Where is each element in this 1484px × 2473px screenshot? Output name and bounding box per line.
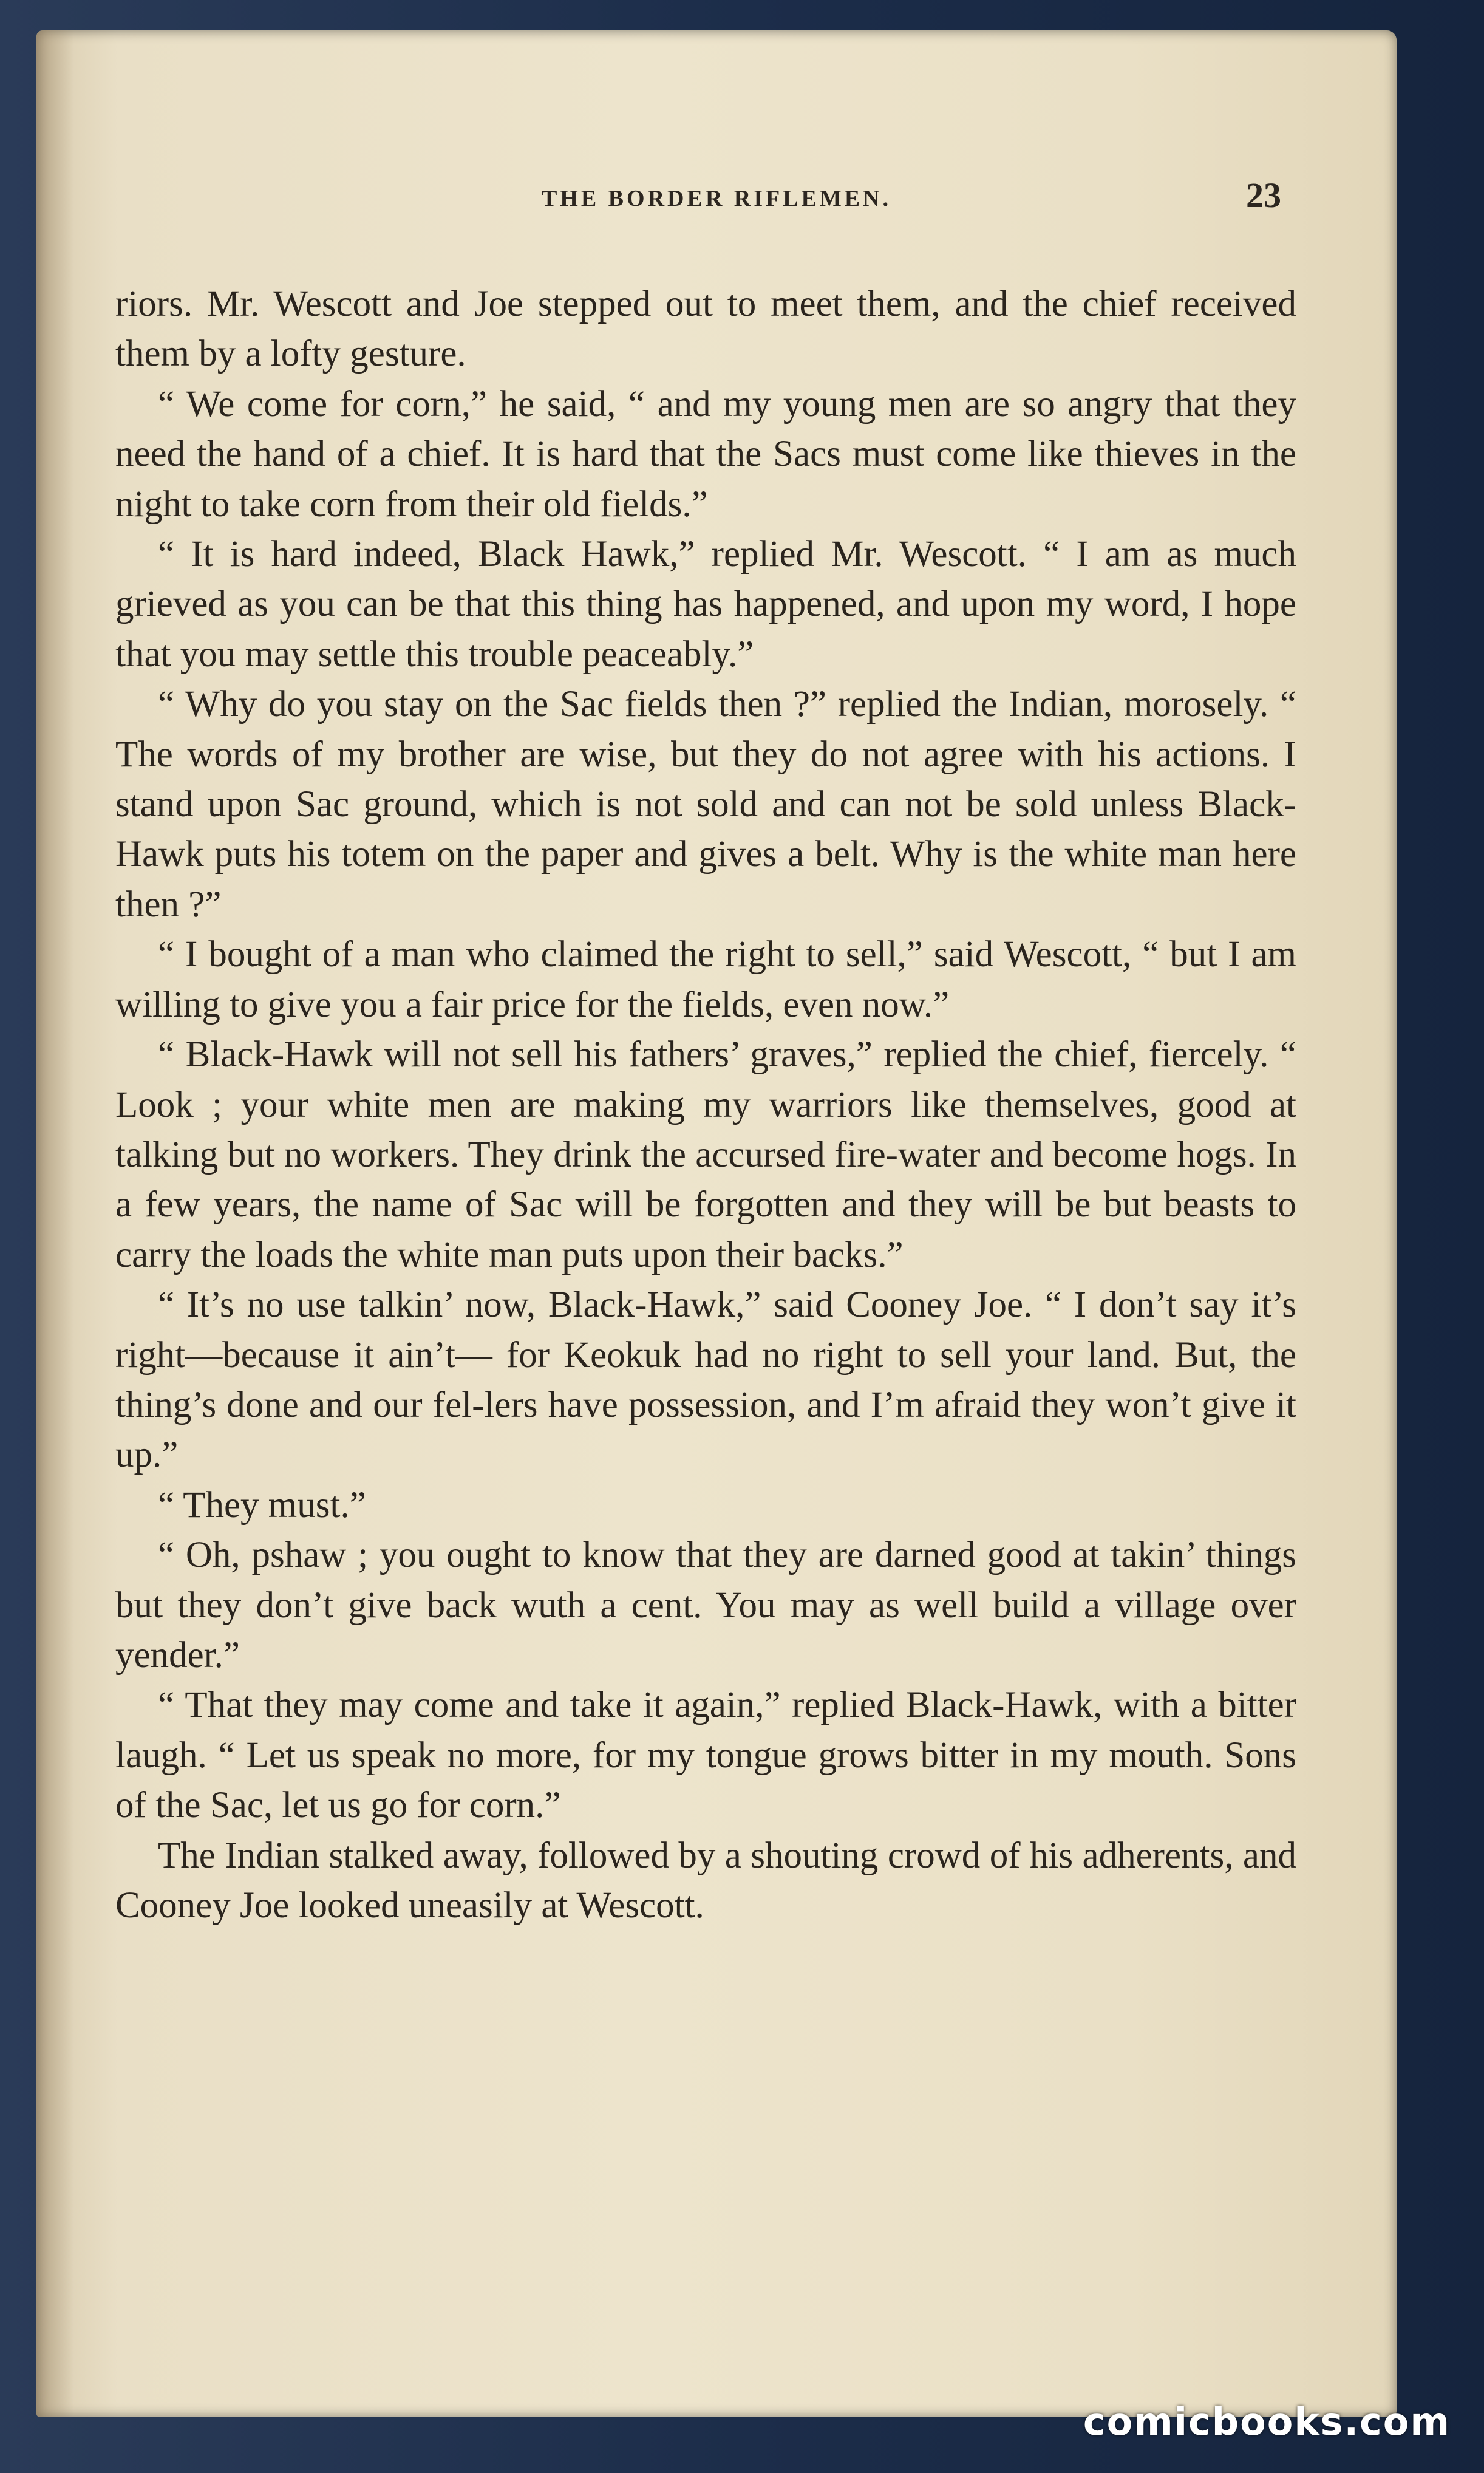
- paragraph: “ They must.”: [158, 1484, 366, 1526]
- paper-page: [36, 30, 1397, 2417]
- paragraph: “ We come for corn,” he said, “ and my young men are so angry that they need the hand of a chief. It is hard that the Sacs must come like thieves in the night to take corn from their old fields.”: [115, 383, 1296, 525]
- paragraph: “ I bought of a man who claimed the right to sell,” said Wescott, “ but I am willing to give you a fair price for the fields, even now.”: [115, 934, 1296, 1025]
- paragraph: “ That they may come and take it again,” replied Black-Hawk, with a bitter laugh. “ Let us speak no more, for my tongue grows bitter in my mouth. Sons of the Sac, let us go for corn.”: [115, 1685, 1296, 1826]
- paragraph: “ It’s no use talkin’ now, Black-Hawk,” said Cooney Joe. “ I don’t say it’s right—because it ain’t— for Keokuk had no right to sell your land. But, the thing’s done and our fel-lers have possession, and I’m afraid they won’t give it up.”: [115, 1284, 1296, 1476]
- page-spine-shadow: [36, 30, 74, 2417]
- running-head: THE BORDER RIFLEMEN.: [541, 186, 892, 211]
- page-number: 23: [1246, 176, 1281, 215]
- paragraph: “ Oh, pshaw ; you ought to know that they are darned good at takin’ things but they don’t give back wuth a cent. You may as well build a village over yender.”: [115, 1535, 1296, 1676]
- paragraph: “ Black-Hawk will not sell his fathers’ graves,” replied the chief, fiercely. “ Look ; your white men are making my warriors like themselves, good at talking but no workers. They drink the accursed fire-water and become hogs. In a few years, the name of Sac will be forgotten and they will be but beasts to carry the loads the white man puts upon their backs.”: [115, 1034, 1296, 1275]
- body-text: [115, 279, 1296, 1931]
- paragraph: The Indian stalked away, followed by a shouting crowd of his adherents, and Cooney Joe looked uneasily at Wescott.: [115, 1835, 1296, 1926]
- paragraph: riors. Mr. Wescott and Joe stepped out to meet them, and the chief received them by a lofty gesture.: [115, 284, 1296, 375]
- paragraph: “ It is hard indeed, Black Hawk,” replied Mr. Wescott. “ I am as much grieved as you can be that this thing has happened, and upon my word, I hope that you may settle this trouble peaceably.”: [115, 534, 1296, 675]
- paragraph: “ Why do you stay on the Sac fields then ?” replied the Indian, morosely. “ The words of my brother are wise, but they do not agree with his actions. I stand upon Sac ground, which is not sold and can not be sold unless Black-Hawk puts his totem on the paper and gives a belt. Why is the white man here then ?”: [115, 684, 1296, 925]
- watermark: comicbooks.com: [1083, 2400, 1451, 2444]
